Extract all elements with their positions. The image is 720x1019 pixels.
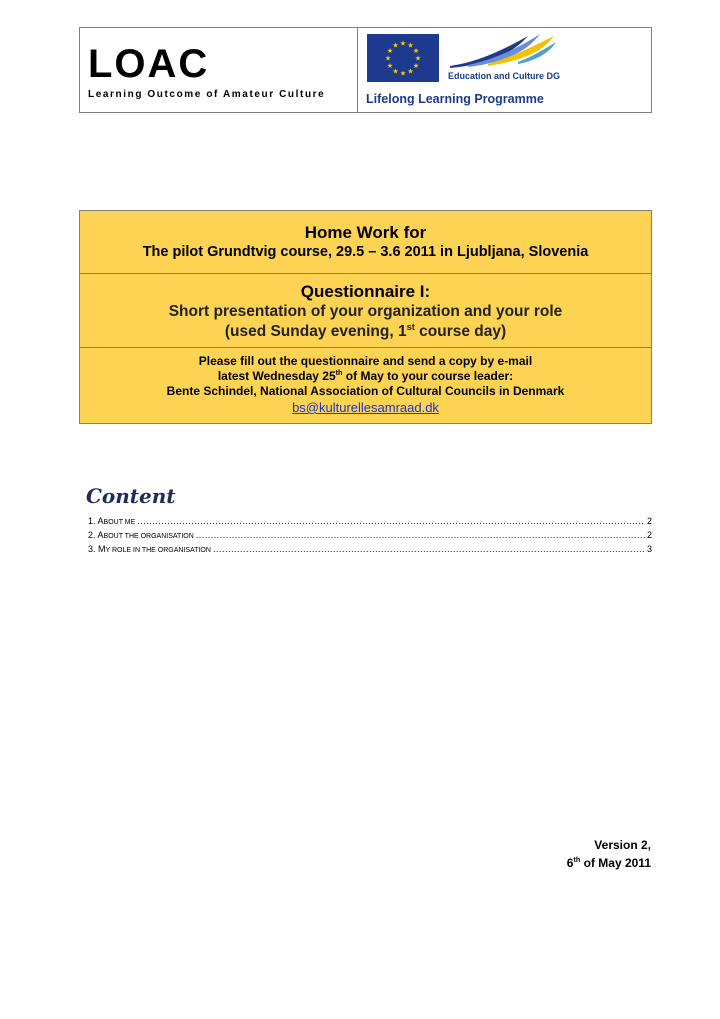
instructions-line3 bbox=[80, 384, 651, 399]
course-leader-name: Bente Schindel, bbox=[166, 384, 257, 398]
eu-star-icon: ★ bbox=[412, 48, 420, 55]
toc-entry-rest: Y ROLE IN THE ORGANISATION bbox=[105, 547, 211, 554]
instructions-line2 bbox=[80, 369, 651, 384]
instructions-line1: Please fill out the questionnaire and send a copy by e-mail bbox=[198, 354, 533, 368]
toc-entry-page: 2 bbox=[646, 530, 652, 540]
homework-title: Home Work for bbox=[304, 223, 427, 242]
eu-star-icon: ★ bbox=[399, 40, 407, 48]
dg-label: Education and Culture DG bbox=[448, 71, 561, 81]
version-date-day: 6 bbox=[566, 856, 574, 870]
instructions-section bbox=[80, 348, 651, 417]
toc-entry-title bbox=[88, 544, 211, 554]
course-leader-org: National Association of Cultural Councils in Denmark bbox=[256, 384, 565, 398]
eu-star-icon: ★ bbox=[386, 48, 394, 55]
toc-entry-page: 3 bbox=[646, 544, 652, 554]
header-box bbox=[79, 27, 652, 113]
toc-leader-dots bbox=[137, 516, 645, 526]
questionnaire-line2-after: course day) bbox=[414, 323, 507, 340]
toc-entry-number: 1. bbox=[88, 516, 98, 526]
eu-star-icon: ★ bbox=[384, 55, 392, 63]
toc-entry-title bbox=[88, 530, 194, 540]
eu-star-icon: ★ bbox=[412, 63, 420, 70]
llp-label: Lifelong Learning Programme bbox=[366, 92, 544, 106]
homework-subtitle: The pilot Grundtvig course, 29.5 – 3.6 2011 in Ljubljana, Slovenia bbox=[142, 244, 589, 260]
version-line1: Version 2, bbox=[594, 838, 651, 852]
eu-flag-icon bbox=[367, 34, 439, 82]
instructions-line2-sup: th bbox=[335, 368, 343, 377]
toc-entry-number: 2. bbox=[88, 530, 98, 540]
eu-star-icon: ★ bbox=[414, 55, 422, 63]
eu-star-icon: ★ bbox=[386, 63, 394, 70]
toc-entry-initial: M bbox=[98, 544, 106, 554]
questionnaire-line2-sup: st bbox=[406, 321, 415, 332]
version-block bbox=[567, 836, 651, 872]
toc-entry-rest: BOUT ME bbox=[103, 519, 136, 526]
toc-entry-title bbox=[88, 516, 135, 526]
loac-logo-block bbox=[80, 28, 358, 112]
toc-leader-dots bbox=[196, 530, 645, 540]
eu-star-icon: ★ bbox=[407, 42, 414, 50]
instructions-line2-before: latest Wednesday 25 bbox=[217, 369, 336, 383]
toc-entry-initial: A bbox=[97, 530, 104, 540]
toc-entry-about-me[interactable] bbox=[88, 516, 652, 530]
questionnaire-section bbox=[80, 274, 651, 348]
questionnaire-line2-before: (used Sunday evening, 1 bbox=[224, 323, 407, 340]
toc-entry-number: 3. bbox=[88, 544, 99, 554]
content-heading: Content bbox=[86, 484, 176, 508]
toc-entry-initial: A bbox=[97, 516, 104, 526]
version-date-rest: of May 2011 bbox=[580, 856, 651, 870]
eu-star-icon: ★ bbox=[392, 68, 399, 76]
version-date-sup: th bbox=[573, 855, 581, 864]
eu-star-icon: ★ bbox=[399, 70, 407, 78]
toc-entry-about-organisation[interactable] bbox=[88, 530, 652, 544]
email-link[interactable]: bs@kulturellesamraad.dk bbox=[292, 400, 439, 415]
education-culture-dg-logo-icon bbox=[448, 32, 558, 74]
version-date bbox=[567, 854, 651, 872]
homework-section bbox=[80, 211, 651, 274]
questionnaire-line2 bbox=[80, 322, 651, 342]
toc-entry-rest: BOUT THE ORGANISATION bbox=[103, 533, 194, 540]
questionnaire-title: Questionnaire I: bbox=[300, 282, 431, 301]
eu-star-icon: ★ bbox=[392, 42, 399, 50]
toc-leader-dots bbox=[213, 544, 645, 554]
toc-entry-my-role[interactable] bbox=[88, 544, 652, 558]
loac-subtitle: Learning Outcome of Amateur Culture bbox=[88, 89, 326, 100]
homework-box bbox=[79, 210, 652, 424]
eu-logos-block bbox=[358, 28, 651, 112]
table-of-contents bbox=[88, 516, 652, 558]
eu-star-icon: ★ bbox=[407, 68, 414, 76]
instructions-line2-after: of May to your course leader: bbox=[342, 369, 514, 383]
questionnaire-line1: Short presentation of your organization and your role bbox=[168, 303, 563, 320]
loac-title: LOAC bbox=[88, 42, 210, 86]
toc-entry-page: 2 bbox=[646, 516, 652, 526]
